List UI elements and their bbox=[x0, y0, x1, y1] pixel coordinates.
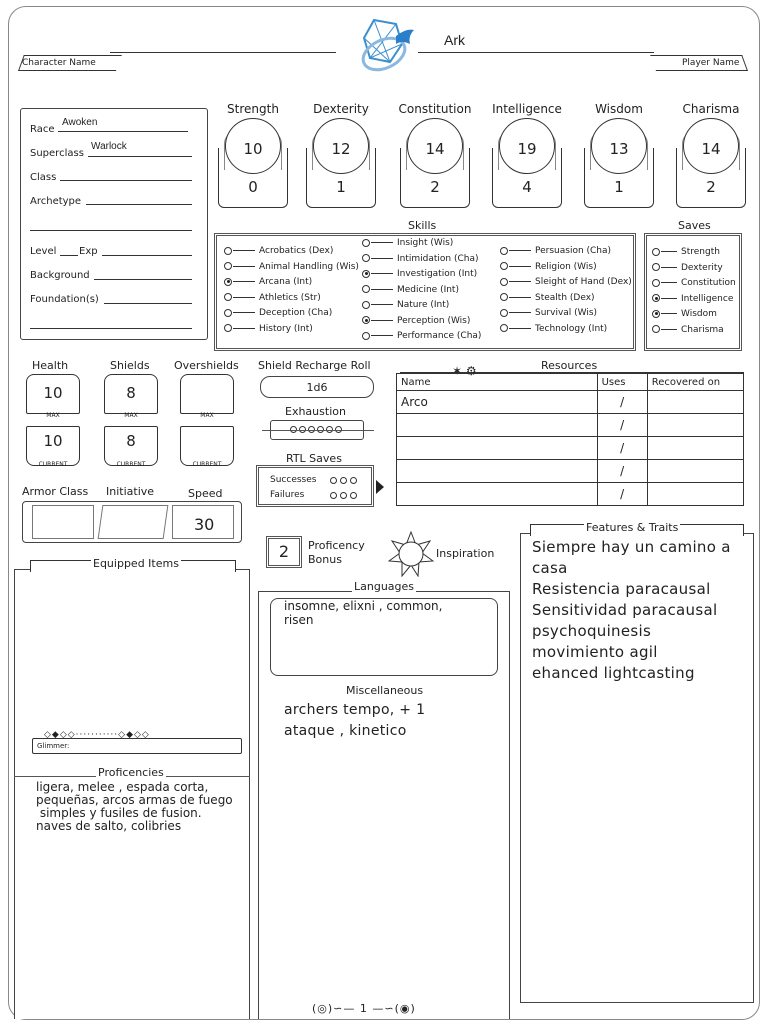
resource-cell[interactable]: / bbox=[597, 483, 647, 506]
save-label: Strength bbox=[681, 247, 720, 257]
vital-current-box[interactable] bbox=[180, 426, 234, 466]
player-name-line bbox=[418, 52, 654, 53]
archetype-line-2 bbox=[30, 230, 192, 231]
level-label: Level bbox=[30, 246, 57, 257]
text-line: risen bbox=[284, 613, 314, 627]
foundation-line bbox=[104, 303, 192, 304]
text-line: psychoquinesis bbox=[532, 622, 652, 640]
save-row[interactable] bbox=[652, 294, 733, 304]
race-line bbox=[58, 131, 188, 132]
proficiency-radio[interactable] bbox=[224, 324, 232, 332]
proficiency-radio[interactable] bbox=[362, 285, 370, 293]
save-radio[interactable] bbox=[652, 263, 660, 271]
glimmer-label: Glimmer: bbox=[37, 742, 70, 750]
skill-label: Medicine (Int) bbox=[397, 284, 459, 295]
skill-label: Sleight of Hand (Dex) bbox=[535, 277, 632, 287]
armor-class-field[interactable] bbox=[32, 505, 94, 539]
equipped-title: Equipped Items bbox=[93, 557, 179, 570]
skill-row[interactable] bbox=[224, 262, 359, 272]
skill-modifier-line bbox=[371, 242, 393, 243]
proficiency-radio[interactable] bbox=[500, 278, 508, 286]
resource-cell[interactable] bbox=[647, 391, 743, 414]
stat-score[interactable]: 14 bbox=[425, 140, 445, 158]
stat-score[interactable]: 13 bbox=[609, 140, 629, 158]
resource-cell[interactable] bbox=[397, 483, 598, 506]
save-label: Charisma bbox=[681, 324, 724, 335]
misc-title: Miscellaneous bbox=[346, 684, 424, 697]
table-row bbox=[397, 391, 744, 414]
save-label: Constitution bbox=[681, 278, 736, 288]
skill-label: Intimidation (Cha) bbox=[397, 253, 479, 264]
text-line: simples y fusiles de fusion. bbox=[36, 806, 202, 820]
stat-modifier[interactable]: 4 bbox=[522, 178, 532, 196]
exp-label: Exp bbox=[79, 246, 98, 257]
skill-modifier-line bbox=[371, 289, 393, 290]
stat-modifier[interactable]: 1 bbox=[614, 178, 624, 196]
save-modifier-line bbox=[661, 267, 677, 268]
skill-label: Animal Handling (Wis) bbox=[259, 261, 359, 272]
text-line: insomne, elixni , common, bbox=[284, 599, 443, 613]
text-line: Resistencia paracausal bbox=[532, 580, 711, 598]
footer-ornament-icon: (◎)∽— 1 —∽(◉) bbox=[312, 1002, 416, 1015]
table-row bbox=[397, 460, 744, 483]
stat-wisdom bbox=[584, 118, 654, 210]
proficiency-radio[interactable] bbox=[224, 262, 232, 270]
resource-cell[interactable]: / bbox=[597, 460, 647, 483]
rtl-arrow-icon bbox=[376, 480, 384, 494]
skill-modifier-line bbox=[371, 258, 393, 259]
exp-line bbox=[102, 255, 192, 256]
table-row bbox=[397, 414, 744, 437]
resources-ornament-icon: ✶ ⚙ bbox=[452, 364, 477, 378]
max-label: MAX bbox=[200, 412, 214, 419]
proficiency-box[interactable] bbox=[266, 536, 302, 568]
resource-cell[interactable] bbox=[647, 437, 743, 460]
stat-modifier[interactable]: 2 bbox=[706, 178, 716, 196]
proficiency-radio[interactable] bbox=[224, 309, 232, 317]
skill-label: Survival (Wis) bbox=[535, 308, 598, 318]
inspiration-label: Inspiration bbox=[436, 547, 495, 560]
armor-class-label: Armor Class bbox=[22, 485, 89, 498]
proficiency-radio[interactable] bbox=[224, 293, 232, 301]
resource-cell[interactable]: / bbox=[597, 391, 647, 414]
save-radio[interactable] bbox=[652, 279, 660, 287]
resource-cell[interactable] bbox=[647, 483, 743, 506]
save-label: Dexterity bbox=[681, 262, 723, 273]
skill-label: Persuasion (Cha) bbox=[535, 246, 612, 256]
text-line: ataque , kinetico bbox=[284, 723, 407, 739]
skill-label: Arcana (Int) bbox=[259, 277, 313, 287]
speed-label: Speed bbox=[188, 487, 223, 500]
level-line bbox=[60, 255, 78, 256]
stat-score[interactable]: 12 bbox=[331, 140, 351, 158]
stat-name-1: Dexterity bbox=[313, 102, 369, 116]
stat-name-2: Constitution bbox=[398, 102, 472, 116]
table-row bbox=[397, 437, 744, 460]
proficiencies-title: Proficencies bbox=[98, 766, 164, 779]
text-line: movimiento agil bbox=[532, 643, 658, 661]
stat-modifier[interactable]: 2 bbox=[430, 178, 440, 196]
proficiency-radio[interactable] bbox=[500, 324, 508, 332]
exhaustion-rod bbox=[262, 430, 374, 431]
stat-name-3: Intelligence bbox=[492, 102, 562, 116]
proficiency-radio[interactable] bbox=[362, 316, 370, 324]
skill-row[interactable] bbox=[224, 293, 321, 303]
proficiency-radio[interactable] bbox=[224, 278, 232, 286]
resource-cell[interactable] bbox=[397, 460, 598, 483]
skill-label: Insight (Wis) bbox=[397, 238, 454, 248]
text-line: ligera, melee , espada corta, bbox=[36, 780, 209, 794]
text-line: archers tempo, + 1 bbox=[284, 702, 426, 718]
resources-header: Recovered on bbox=[647, 374, 743, 391]
skill-row[interactable] bbox=[362, 269, 477, 279]
resources-header: Name bbox=[397, 374, 598, 391]
saves-title: Saves bbox=[678, 219, 711, 232]
skill-row[interactable] bbox=[500, 262, 597, 272]
skill-label: Perception (Wis) bbox=[397, 315, 471, 326]
inspiration-icon[interactable] bbox=[388, 531, 434, 577]
skill-label: Stealth (Dex) bbox=[535, 292, 595, 303]
skill-modifier-line bbox=[371, 304, 393, 305]
race-label: Race bbox=[30, 124, 55, 135]
resources-header: Uses bbox=[597, 374, 647, 391]
stat-score[interactable]: 19 bbox=[517, 140, 537, 158]
text-line: ehanced lightcasting bbox=[532, 664, 695, 682]
player-name-label: Player Name bbox=[682, 58, 740, 68]
skill-row[interactable] bbox=[500, 277, 632, 287]
proficiency-radio[interactable] bbox=[500, 293, 508, 301]
save-radio[interactable] bbox=[652, 310, 660, 318]
stat-score[interactable]: 10 bbox=[243, 140, 263, 158]
save-modifier-line bbox=[661, 329, 677, 330]
skill-row[interactable] bbox=[362, 285, 459, 295]
resource-cell[interactable] bbox=[647, 460, 743, 483]
save-radio[interactable] bbox=[652, 294, 660, 302]
text-line: pequeñas, arcos armas de fuego bbox=[36, 793, 233, 807]
skill-label: Performance (Cha) bbox=[397, 331, 482, 341]
proficiency-value: 2 bbox=[278, 542, 290, 561]
skill-modifier-line bbox=[233, 328, 255, 329]
glimmer-ornament-icon: ◇◆◇◇···········◇◆◇◇ bbox=[44, 730, 150, 740]
resource-cell[interactable] bbox=[397, 437, 598, 460]
proficiency-radio[interactable] bbox=[500, 309, 508, 317]
skill-modifier-line bbox=[233, 266, 255, 267]
rtl-successes-label: Successes bbox=[270, 475, 317, 485]
vital-shields bbox=[100, 374, 162, 472]
vital-current-value: 10 bbox=[43, 432, 63, 450]
text-line: naves de salto, colibries bbox=[36, 819, 182, 833]
save-modifier-line bbox=[661, 282, 677, 283]
resource-cell[interactable]: / bbox=[597, 414, 647, 437]
initiative-field[interactable] bbox=[98, 505, 169, 539]
skill-label: Deception (Cha) bbox=[259, 308, 333, 318]
save-row[interactable] bbox=[652, 325, 724, 335]
vital-max-box[interactable] bbox=[180, 374, 234, 414]
stat-name-4: Wisdom bbox=[595, 102, 643, 116]
resources-table bbox=[396, 373, 744, 506]
superclass-label: Superclass bbox=[30, 148, 84, 159]
skill-modifier-line bbox=[371, 320, 393, 321]
save-radio[interactable] bbox=[652, 325, 660, 333]
skill-label: Investigation (Int) bbox=[397, 269, 478, 279]
save-row[interactable] bbox=[652, 247, 720, 257]
vital-name: Health bbox=[32, 359, 69, 372]
vital-max-value: 10 bbox=[43, 384, 63, 402]
current-label: CURRENT bbox=[116, 461, 146, 468]
max-label: MAX bbox=[124, 412, 138, 419]
skill-row[interactable] bbox=[362, 238, 453, 248]
skill-modifier-line bbox=[371, 335, 393, 336]
max-label: MAX bbox=[46, 412, 60, 419]
save-modifier-line bbox=[661, 313, 677, 314]
class-line bbox=[60, 180, 192, 181]
proficiency-radio[interactable] bbox=[500, 247, 508, 255]
rtl-failures-pips[interactable] bbox=[330, 491, 360, 502]
stat-modifier[interactable]: 1 bbox=[336, 178, 346, 196]
vital-overshields bbox=[176, 374, 238, 472]
skill-modifier-line bbox=[233, 297, 255, 298]
text-line: Siempre hay un camino a bbox=[532, 538, 731, 556]
archetype-line bbox=[86, 204, 192, 205]
rtl-label: RTL Saves bbox=[286, 452, 342, 465]
character-name-line bbox=[110, 52, 336, 53]
stat-constitution bbox=[400, 118, 470, 210]
vital-name: Overshields bbox=[174, 359, 239, 372]
resource-cell[interactable] bbox=[647, 414, 743, 437]
skill-modifier-line bbox=[233, 312, 255, 313]
stat-charisma bbox=[676, 118, 746, 210]
skill-row[interactable] bbox=[224, 246, 333, 256]
stat-dexterity bbox=[306, 118, 376, 210]
foundation-label: Foundation(s) bbox=[30, 294, 99, 305]
shield-recharge-label: Shield Recharge Roll bbox=[258, 359, 371, 372]
skill-row[interactable] bbox=[224, 277, 312, 287]
background-line bbox=[94, 279, 192, 280]
text-line: Sensitividad paracausal bbox=[532, 601, 718, 619]
superclass-line bbox=[88, 156, 192, 157]
skill-row[interactable] bbox=[362, 316, 470, 326]
save-radio[interactable] bbox=[652, 248, 660, 256]
speed-value: 30 bbox=[194, 515, 215, 534]
skill-row[interactable] bbox=[224, 308, 332, 318]
vital-max-value: 8 bbox=[126, 384, 136, 402]
skill-row[interactable] bbox=[224, 324, 313, 334]
skills-title: Skills bbox=[408, 219, 437, 232]
background-label: Background bbox=[30, 270, 90, 281]
skill-row[interactable] bbox=[500, 293, 595, 303]
shield-recharge-value: 1d6 bbox=[306, 381, 328, 394]
table-row bbox=[397, 483, 744, 506]
save-modifier-line bbox=[661, 251, 677, 252]
shield-recharge-box[interactable] bbox=[260, 376, 374, 398]
skill-row[interactable] bbox=[362, 331, 481, 341]
resource-cell[interactable] bbox=[397, 414, 598, 437]
stat-strength bbox=[218, 118, 288, 210]
logo bbox=[352, 14, 418, 80]
skill-modifier-line bbox=[233, 250, 255, 251]
stat-name-0: Strength bbox=[227, 102, 279, 116]
languages-title: Languages bbox=[354, 580, 415, 593]
proficiency-radio[interactable] bbox=[224, 247, 232, 255]
current-label: CURRENT bbox=[192, 461, 222, 468]
vital-health bbox=[22, 374, 84, 472]
save-label: Intelligence bbox=[681, 293, 734, 304]
save-row[interactable] bbox=[652, 309, 717, 319]
skill-row[interactable] bbox=[500, 246, 611, 256]
save-modifier-line bbox=[661, 298, 677, 299]
text-line: casa bbox=[532, 559, 568, 577]
resource-cell[interactable]: Arco bbox=[397, 391, 598, 414]
foundation-line-2 bbox=[30, 328, 192, 329]
skill-row[interactable] bbox=[500, 308, 597, 318]
character-name-tab bbox=[18, 55, 122, 71]
skill-row[interactable] bbox=[362, 254, 479, 264]
save-row[interactable] bbox=[652, 263, 723, 273]
page-number: 1 bbox=[359, 1002, 368, 1015]
stat-name-5: Charisma bbox=[682, 102, 740, 116]
skill-modifier-line bbox=[371, 273, 393, 274]
resources-title: Resources bbox=[541, 359, 598, 372]
current-label: CURRENT bbox=[38, 461, 68, 468]
skill-row[interactable] bbox=[500, 324, 607, 334]
proficiency-radio[interactable] bbox=[362, 301, 370, 309]
skill-modifier-line bbox=[509, 281, 531, 282]
proficiency-radio[interactable] bbox=[362, 332, 370, 340]
character-name-label: Character Name bbox=[22, 58, 96, 68]
stat-score[interactable]: 14 bbox=[701, 140, 721, 158]
stat-modifier[interactable]: 0 bbox=[248, 178, 258, 196]
proficiency-radio[interactable] bbox=[362, 254, 370, 262]
skill-label: Acrobatics (Dex) bbox=[259, 246, 334, 256]
superclass-value[interactable]: Warlock bbox=[91, 141, 127, 152]
skill-label: History (Int) bbox=[259, 323, 313, 334]
archetype-label: Archetype bbox=[30, 196, 82, 207]
initiative-label: Initiative bbox=[106, 485, 155, 498]
skill-label: Athletics (Str) bbox=[259, 292, 321, 303]
proficiency-radio[interactable] bbox=[362, 270, 370, 278]
proficiency-label-2: Bonus bbox=[308, 553, 342, 566]
vital-name: Shields bbox=[110, 359, 150, 372]
skill-row[interactable] bbox=[362, 300, 449, 310]
skill-modifier-line bbox=[233, 281, 255, 282]
skill-label: Technology (Int) bbox=[535, 323, 608, 334]
skill-modifier-line bbox=[509, 312, 531, 313]
skill-label: Religion (Wis) bbox=[535, 261, 597, 272]
character-name-value[interactable]: Ark bbox=[444, 32, 465, 48]
features-title: Features & Traits bbox=[586, 521, 679, 534]
exhaustion-label: Exhaustion bbox=[285, 405, 346, 418]
race-value[interactable]: Awoken bbox=[62, 117, 98, 128]
skill-modifier-line bbox=[509, 328, 531, 329]
proficiency-radio[interactable] bbox=[500, 262, 508, 270]
proficiency-label-1: Proficency bbox=[308, 539, 365, 552]
rtl-successes-pips[interactable] bbox=[330, 476, 360, 487]
proficiency-radio[interactable] bbox=[362, 239, 370, 247]
save-row[interactable] bbox=[652, 278, 736, 288]
skill-modifier-line bbox=[509, 266, 531, 267]
vital-current-value: 8 bbox=[126, 432, 136, 450]
skill-label: Nature (Int) bbox=[397, 300, 450, 310]
rtl-failures-label: Failures bbox=[270, 490, 305, 500]
skill-modifier-line bbox=[509, 250, 531, 251]
save-label: Wisdom bbox=[681, 309, 717, 319]
stat-intelligence bbox=[492, 118, 562, 210]
class-label: Class bbox=[30, 172, 57, 183]
resource-cell[interactable]: / bbox=[597, 437, 647, 460]
skill-modifier-line bbox=[509, 297, 531, 298]
